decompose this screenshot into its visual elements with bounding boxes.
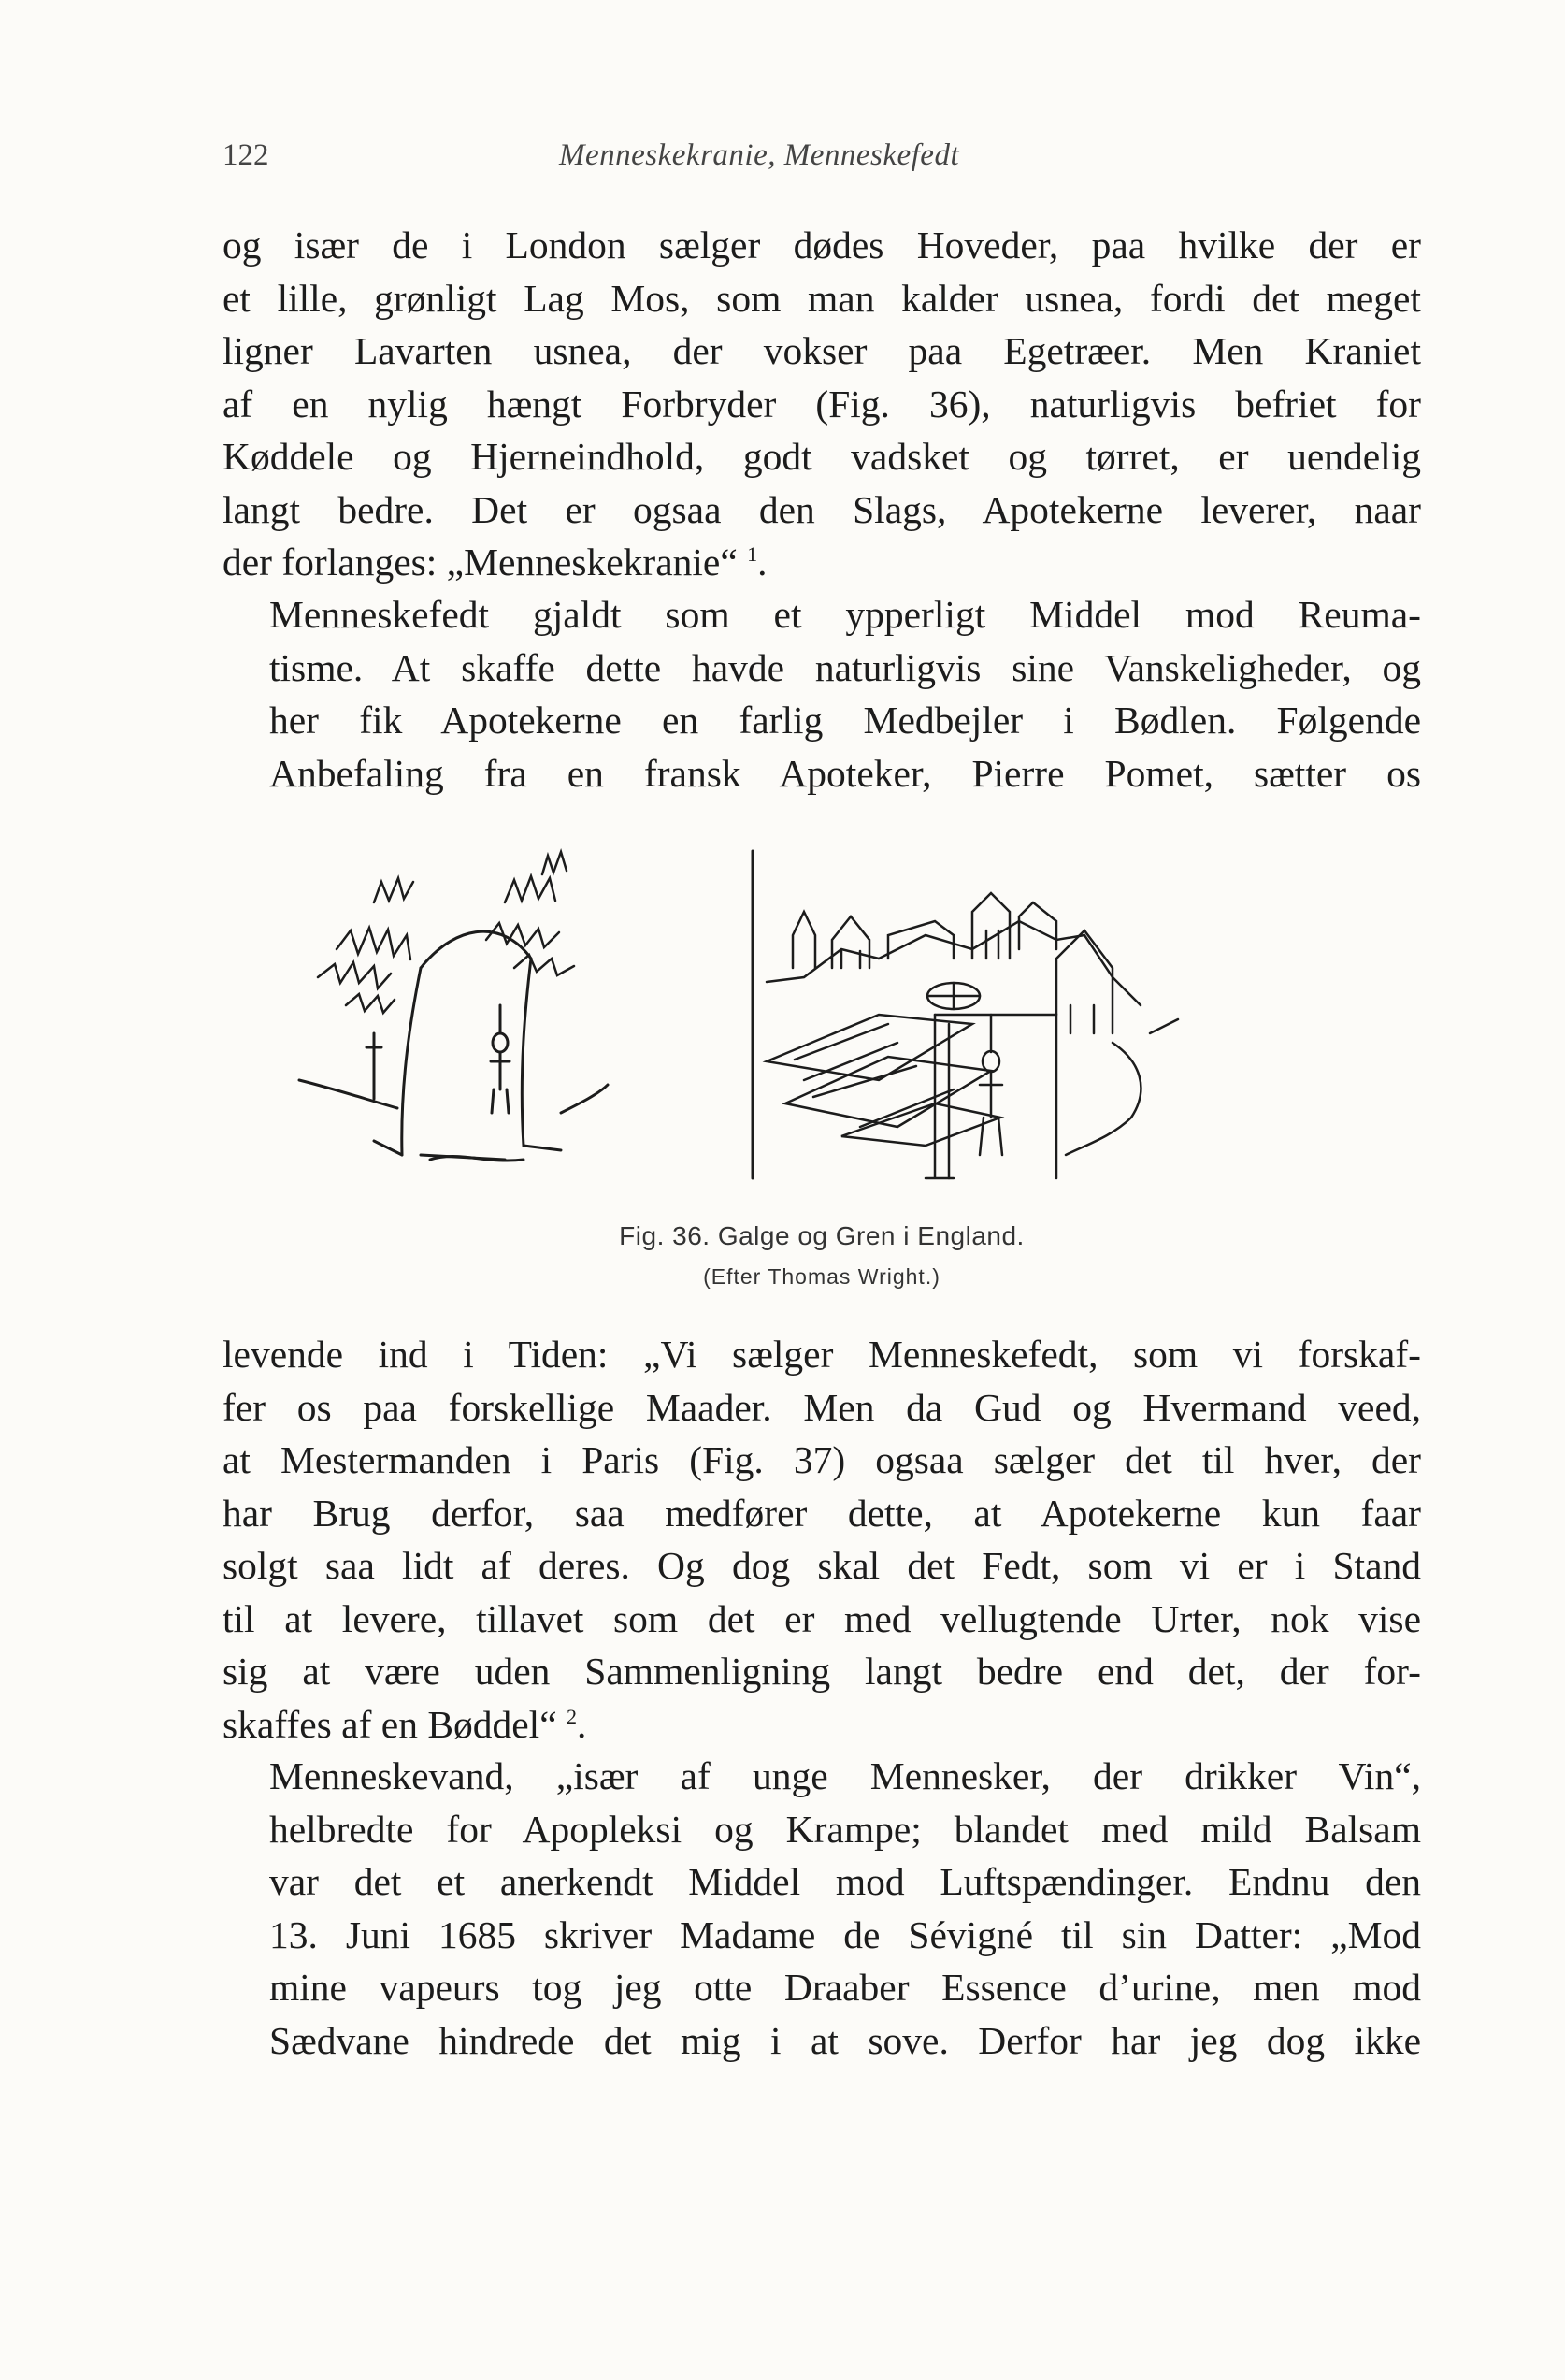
text-line: og især de i London sælger dødes Hoveder, paa hvilke der er (223, 224, 1421, 267)
text-line: af en nylig hængt Forbryder (Fig. 36), naturligvis befriet for (223, 382, 1421, 426)
line-end: . (757, 541, 768, 584)
text-line: sig at være uden Sammenligning langt bedre end det, der for- (223, 1650, 1421, 1693)
text-line: 13. Juni 1685 skriver Madame de Sévigné til sin Datter: „Mod (269, 1912, 1421, 1956)
text-line: har Brug derfor, saa medfører dette, at Apotekerne kun faar (223, 1491, 1421, 1535)
left-panel-tree (299, 852, 608, 1161)
running-title: Menneskekranie, Menneskefedt (559, 138, 960, 172)
paragraph-2 (223, 588, 1421, 800)
text-line: et lille, grønligt Lag Mos, som man kalder usnea, fordi det meget (223, 276, 1421, 320)
text-line: at Mestermanden i Paris (Fig. 37) ogsaa sælger det til hver, der (223, 1438, 1421, 1481)
line-text: der forlanges: „Menneskekranie“ (223, 541, 738, 584)
page-number: 122 (223, 138, 269, 172)
text-line-last (223, 536, 1421, 589)
text-line: var det et anerkendt Middel mod Luftspændinger. Endnu den (269, 1860, 1421, 1903)
text-line: Anbefaling fra en fransk Apoteker, Pierre Pomet, sætter os (269, 751, 1421, 795)
line-text: skaffes af en Bøddel“ (223, 1702, 557, 1746)
figure-36 (280, 846, 1384, 1192)
text-line: tisme. At skaffe dette havde naturligvis sine Vanskeligheder, og (269, 645, 1421, 689)
text-line: mine vapeurs tog jeg otte Draaber Essence d’urine, men mod (269, 1966, 1421, 2009)
page-header (223, 138, 1421, 180)
text-line: ligner Lavarten usnea, der vokser paa Egetræer. Men Kraniet (223, 329, 1421, 372)
footnote-marker: 2 (567, 1704, 577, 1728)
text-line: solgt saa lidt af deres. Og dog skal det Fedt, som vi er i Stand (223, 1544, 1421, 1587)
text-line: levende ind i Tiden: „Vi sælger Menneskefedt, som vi forskaf- (223, 1333, 1421, 1376)
paragraph-3 (223, 1328, 1421, 1751)
right-panel-village (767, 893, 1178, 1178)
text-line: langt bedre. Det er ogsaa den Slags, Apotekerne leverer, naar (223, 487, 1421, 531)
text-line: Køddele og Hjerneindhold, godt vadsket og tørret, er uendelig (223, 435, 1421, 478)
gallows-woodcut-illustration (280, 846, 1384, 1192)
line-end: . (577, 1702, 587, 1746)
text-line: Menneskevand, „især af unge Mennesker, der drikker Vin“, (269, 1754, 1421, 1797)
text-line: til at levere, tillavet som det er med vellugtende Urter, nok vise (223, 1596, 1421, 1640)
text-line: her fik Apotekerne en farlig Medbejler i Bødlen. Følgende (269, 699, 1421, 742)
text-line: Sædvane hindrede det mig i at sove. Derfor har jeg dog ikke (269, 2018, 1421, 2062)
text-line-last (223, 1698, 1421, 1752)
text-line: fer os paa forskellige Maader. Men da Gud og Hvermand veed, (223, 1385, 1421, 1429)
figure-credit: (Efter Thomas Wright.) (703, 1264, 940, 1289)
text-line: Menneskefedt gjaldt som et ypperligt Middel mod Reuma- (269, 593, 1421, 636)
text-line: helbredte for Apopleksi og Krampe; blandet med mild Balsam (269, 1807, 1421, 1851)
paragraph-4 (223, 1750, 1421, 2067)
footnote-marker: 1 (747, 542, 758, 567)
paragraph-1 (223, 219, 1421, 589)
figure-caption: Fig. 36. Galge og Gren i England. (619, 1221, 1025, 1250)
